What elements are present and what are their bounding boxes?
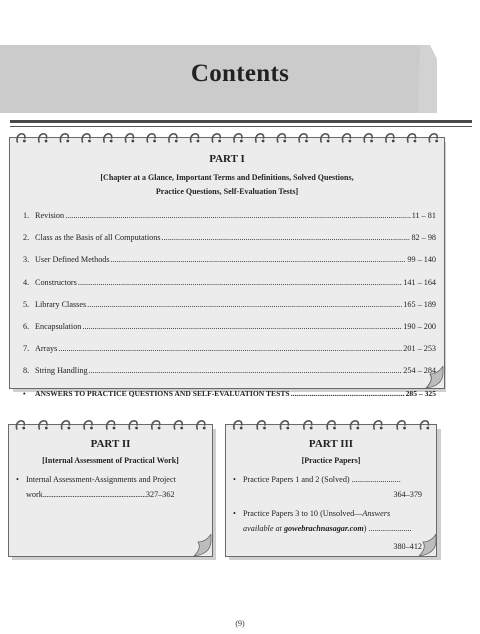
toc-leader-dots <box>65 211 411 220</box>
ring-hole-icon <box>426 427 429 430</box>
toc-leader-dots <box>58 344 402 353</box>
toc-leader-dots <box>89 366 403 375</box>
part3-item2-italic: Answers <box>362 509 391 518</box>
part3-item2-pages: 380–412 <box>393 542 422 551</box>
toc-leader-dots <box>87 300 402 309</box>
page-curl-icon <box>416 366 446 390</box>
part3-item2[interactable] <box>233 506 429 536</box>
toc-row-pages: 285 – 325 <box>405 389 436 398</box>
ring-hole-icon <box>197 140 200 143</box>
part2-item-line1: Internal Assessment-Assignments and Project <box>26 475 176 484</box>
ring-hole-icon <box>403 427 406 430</box>
part2-item[interactable] <box>16 472 206 502</box>
ring-hole-icon <box>283 140 286 143</box>
ring-hole-icon <box>22 427 25 430</box>
toc-row-pages: 201 – 253 <box>403 344 436 353</box>
toc-row-number: 1. <box>23 211 30 220</box>
part2-subtitle: [Internal Assessment of Practical Work] <box>42 456 179 465</box>
ring-hole-icon <box>380 427 383 430</box>
ring-hole-icon <box>23 140 26 143</box>
ring-hole-icon <box>435 140 438 143</box>
part3-item2-line2-italic: available at <box>243 524 284 533</box>
ring-hole-icon <box>414 140 417 143</box>
part2-card <box>8 424 213 557</box>
toc-row[interactable] <box>23 344 436 356</box>
toc-row-title: Constructors <box>35 278 77 287</box>
part3-item2-text: Practice Papers 3 to 10 (Unsolved— <box>243 509 363 518</box>
toc-row-title: Arrays <box>35 344 58 353</box>
ring-hole-icon <box>88 140 91 143</box>
part1-subtitle-line1: [Chapter at a Glance, Important Terms and Definitions, Solved Questions, <box>100 173 354 182</box>
ring-hole-icon <box>66 140 69 143</box>
toc-row[interactable] <box>23 211 436 223</box>
ring-hole-icon <box>263 427 266 430</box>
toc-row-number: 7. <box>23 344 30 353</box>
toc-row-title: Class as the Basis of all Computations <box>35 233 161 242</box>
ring-hole-icon <box>153 140 156 143</box>
ring-hole-icon <box>203 427 206 430</box>
part2-item-line2: work <box>26 490 43 499</box>
page-number: (9) <box>235 619 245 628</box>
ring-hole-icon <box>113 427 116 430</box>
toc-row-title: User Defined Methods <box>35 255 110 264</box>
header-rule-thin <box>10 126 472 127</box>
toc-leader-dots <box>78 278 402 287</box>
ring-hole-icon <box>90 427 93 430</box>
toc-leader-dots <box>291 389 405 398</box>
binder-rings-icon <box>10 129 444 147</box>
bullet-icon: • <box>233 475 236 484</box>
ring-hole-icon <box>392 140 395 143</box>
toc-leader-dots <box>82 322 402 331</box>
ring-hole-icon <box>131 140 134 143</box>
toc-leader-dots <box>162 233 411 242</box>
page-curl-icon <box>185 534 213 558</box>
toc-row[interactable] <box>23 233 436 245</box>
toc-row-number: 4. <box>23 278 30 287</box>
toc-row-title: Revision <box>35 211 65 220</box>
toc-leader-dots <box>111 255 407 264</box>
ring-hole-icon <box>175 140 178 143</box>
ring-hole-icon <box>45 427 48 430</box>
ring-hole-icon <box>135 427 138 430</box>
toc-row-title: Library Classes <box>35 300 87 309</box>
ring-hole-icon <box>356 427 359 430</box>
toc-row-number: 2. <box>23 233 30 242</box>
toc-row-pages: 82 – 98 <box>411 233 436 242</box>
toc-row[interactable] <box>23 322 436 334</box>
part1-subtitle-line2: Practice Questions, Self-Evaluation Tests] <box>155 187 299 196</box>
toc-row-answers[interactable] <box>23 389 436 401</box>
toc-row[interactable] <box>23 278 436 290</box>
part2-item-pages: 327–362 <box>145 490 175 499</box>
ring-hole-icon <box>327 140 330 143</box>
bullet-icon: • <box>16 475 19 484</box>
ring-hole-icon <box>158 427 161 430</box>
part3-item1-pages: 364–379 <box>393 490 422 499</box>
bullet-icon: • <box>23 389 26 398</box>
ring-hole-icon <box>370 140 373 143</box>
ring-hole-icon <box>180 427 183 430</box>
ring-hole-icon <box>218 140 221 143</box>
part3-item1[interactable] <box>233 472 429 487</box>
ring-hole-icon <box>348 140 351 143</box>
page-title: Contents <box>190 60 290 87</box>
ring-hole-icon <box>240 427 243 430</box>
ring-hole-icon <box>110 140 113 143</box>
part3-item1-text: Practice Papers 1 and 2 (Solved) ........................ <box>243 475 401 484</box>
ring-hole-icon <box>286 427 289 430</box>
ring-hole-icon <box>310 427 313 430</box>
toc-row-number: 3. <box>23 255 30 264</box>
toc-row-number: 8. <box>23 366 30 375</box>
part3-subtitle: [Practice Papers] <box>301 456 361 465</box>
toc-row-pages: 11 – 81 <box>411 211 436 220</box>
binder-rings-icon <box>9 416 212 434</box>
ring-hole-icon <box>305 140 308 143</box>
toc-row-number: 6. <box>23 322 30 331</box>
toc-leader-dots: ........................................................... <box>42 490 146 499</box>
toc-row-title: Encapsulation <box>35 322 82 331</box>
toc-row[interactable] <box>23 300 436 312</box>
part3-item2-line2-end: ) ..................... <box>363 524 412 533</box>
toc-row-pages: 190 – 200 <box>403 322 436 331</box>
ring-hole-icon <box>45 140 48 143</box>
toc-row-title: ANSWERS TO PRACTICE QUESTIONS AND SELF-EVALUATION TESTS <box>35 389 290 398</box>
toc-row-pages: 254 – 284 <box>403 366 436 375</box>
part1-card <box>9 137 445 398</box>
toc-row-number: 5. <box>23 300 30 309</box>
part3-card <box>225 424 437 557</box>
toc-row-pages: 165 – 189 <box>403 300 436 309</box>
toc-row-pages: 99 – 140 <box>407 255 436 264</box>
binder-rings-icon <box>226 416 436 434</box>
toc-row-pages: 141 – 164 <box>403 278 436 287</box>
ring-hole-icon <box>240 140 243 143</box>
toc-row-title: String Handling <box>35 366 88 375</box>
bullet-icon: • <box>233 509 236 518</box>
page-curl-icon <box>410 534 438 558</box>
part3-title: PART III <box>308 438 354 450</box>
ring-hole-icon <box>333 427 336 430</box>
part2-title: PART II <box>90 438 131 450</box>
ring-hole-icon <box>262 140 265 143</box>
toc-row[interactable] <box>23 366 436 378</box>
part1-title: PART I <box>209 153 245 165</box>
ring-hole-icon <box>67 427 70 430</box>
toc-row[interactable] <box>23 255 436 267</box>
header-rule-thick <box>10 120 472 123</box>
website-link[interactable]: gowebrachnasagar.com <box>283 524 364 533</box>
